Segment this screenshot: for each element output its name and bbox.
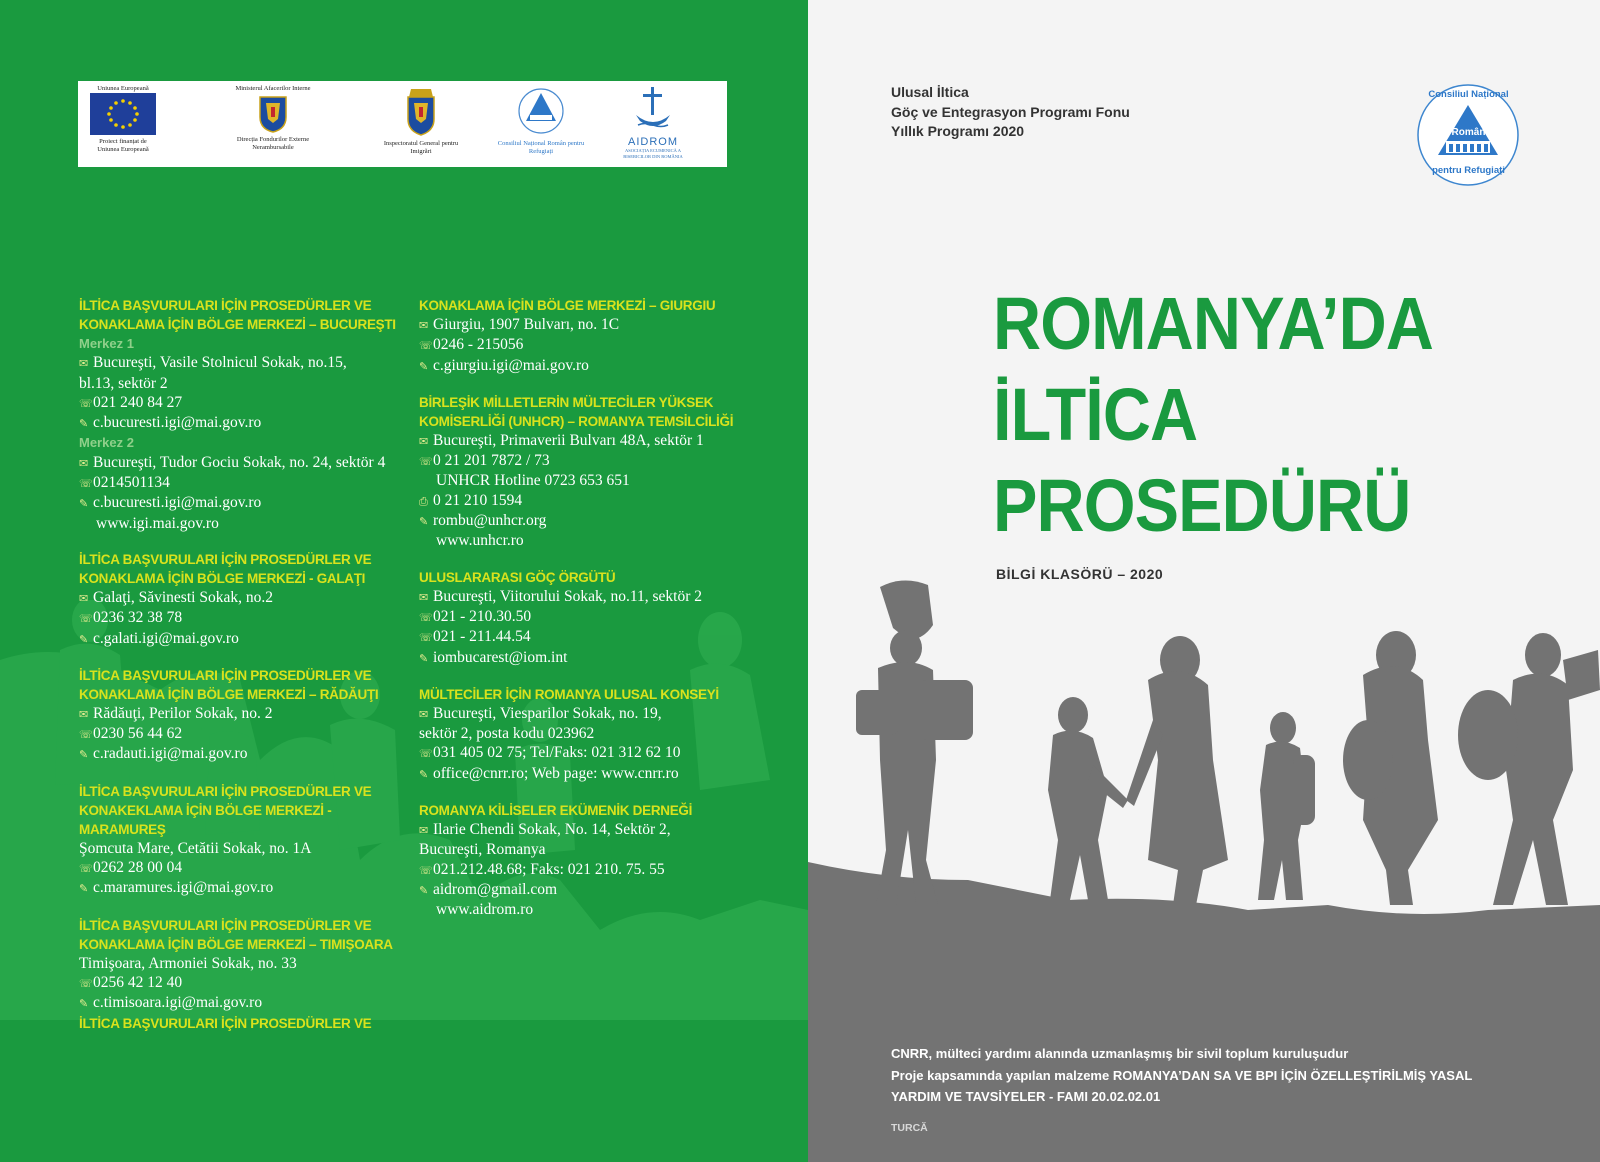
section-heading: KONAKLAMA İÇİN BÖLGE MERKEZİ – BUCUREŞTI — [79, 317, 396, 332]
email-icon: ✎ — [419, 359, 429, 373]
title-line: PROSEDÜRÜ — [993, 464, 1411, 547]
address-text: Şomcuta Mare, Cetătii Sokak, no. 1A — [79, 839, 312, 857]
front-cover-panel — [808, 0, 1600, 1162]
phone-icon: ☏ — [419, 747, 433, 761]
email-text[interactable]: iombucarest@iom.int — [433, 648, 568, 666]
cnrr-logo-top-text: Consiliul Național — [1428, 89, 1509, 100]
section-heading: ULUSLARARASI GÖÇ ÖRGÜTÜ — [419, 569, 616, 585]
section-heading: İLTİCA BAŞVURULARI İÇİN PROSEDÜRLER VE — [79, 551, 372, 567]
envelope-icon: ✉ — [419, 319, 429, 332]
page-title — [993, 278, 1433, 551]
phone-line — [419, 860, 749, 880]
phone-icon: ☏ — [419, 610, 433, 624]
address-text: Timişoara, Armoniei Sokak, no. 33 — [79, 954, 297, 972]
mai-logo-caption: Direcția Fondurilor Externe Nerambursabile — [236, 136, 310, 151]
website-link[interactable]: www.igi.mai.gov.ro — [96, 514, 219, 532]
phone-icon: ☏ — [79, 976, 93, 990]
email-icon: ✎ — [79, 632, 89, 646]
eu-logo-title: Uniunea Europeană — [97, 85, 149, 92]
aidrom-logo-name: AIDROM — [628, 136, 678, 148]
email-line[interactable] — [79, 629, 399, 649]
fax-icon: ⎙ — [419, 494, 428, 508]
phone-icon: ☏ — [79, 477, 93, 491]
phone-line — [419, 335, 749, 355]
address-text: Bucureşti, Viitorului Sokak, no.11, sektör 2 — [433, 587, 703, 605]
phone-line — [79, 393, 399, 413]
center-label: Merkez 1 — [79, 336, 134, 351]
phone-text: 0214501134 — [93, 474, 170, 492]
address-line — [79, 353, 399, 373]
phone-line — [419, 607, 749, 627]
phone-text: 021.212.48.68; Faks: 021 210. 75. 55 — [433, 860, 665, 878]
program-line: Yıllık Programı 2020 — [891, 123, 1025, 139]
title-line: İLTİCA — [993, 373, 1198, 456]
email-line[interactable] — [79, 993, 399, 1013]
email-text[interactable]: office@cnrr.ro; Web page: www.cnrr.ro — [433, 764, 679, 782]
phone-icon: ☏ — [79, 396, 93, 410]
email-text[interactable]: c.galati.igi@mai.gov.ro — [93, 629, 239, 647]
envelope-icon: ✉ — [79, 456, 89, 470]
email-line[interactable] — [79, 413, 399, 433]
phone-line — [419, 743, 749, 763]
phone-line — [419, 627, 749, 647]
igi-crest-icon — [405, 85, 437, 137]
envelope-icon: ✉ — [419, 434, 429, 448]
section-heading: KONAKLAMA İÇİN BÖLGE MERKEZİ – TIMIŞOARA — [79, 936, 393, 952]
address-line — [419, 587, 749, 607]
email-icon: ✎ — [79, 997, 89, 1011]
eu-logo — [88, 85, 158, 154]
cnrr-triangle-icon — [518, 85, 564, 137]
address-text: Bucureşti, Primaverii Bulvarı 48A, sektör 1 — [433, 431, 704, 449]
program-line: Göç ve Entegrasyon Programı Fonu — [891, 103, 1130, 120]
phone-line — [79, 724, 399, 744]
email-text[interactable]: aidrom@gmail.com — [433, 880, 558, 898]
igi-logo-caption: Inspectoratul General pentru Imigrări — [383, 140, 459, 155]
phone-line — [79, 608, 399, 628]
section-heading: KONAKLAMA İÇİN BÖLGE MERKEZİ – RĂDĂUŢI — [79, 686, 379, 702]
section-heading: KONAKEKLAMA İÇİN BÖLGE MERKEZİ - MARAMUREŞ — [79, 802, 332, 837]
cnrr-logo — [1416, 83, 1521, 188]
email-line[interactable] — [419, 356, 749, 376]
email-line[interactable] — [419, 764, 749, 784]
envelope-icon: ✉ — [79, 357, 89, 371]
address-text: Galaţi, Săvinesti Sokak, no.2 — [93, 588, 273, 606]
section-heading: KOMİSERLİĞİ (UNHCR) – ROMANYA TEMSİLCİLİĞİ — [419, 413, 734, 429]
address-line — [419, 315, 749, 335]
aidrom-logo-subtitle: ASOCIAȚIA ECUMENICĂ A BISERICILOR DIN ROMÂNIA — [623, 148, 683, 159]
program-line: Ulusal İltica — [891, 84, 969, 100]
phone-icon: ☏ — [79, 612, 93, 626]
email-line[interactable] — [419, 880, 749, 900]
address-text: Bucureşti, Vasile Stolnicul Sokak, no.15, — [93, 354, 347, 372]
address-text: Bucureşti, Romanya — [419, 841, 546, 859]
phone-text: 031 405 02 75; Tel/Faks: 021 312 62 10 — [433, 744, 681, 762]
cnrr-logo-mid-text: Român — [1451, 127, 1486, 138]
envelope-icon: ✉ — [79, 707, 89, 721]
phone-line — [419, 451, 749, 471]
address-text: Bucureşti, Viesparilor Sokak, no. 19, — [433, 704, 662, 722]
phone-text: 021 240 84 27 — [93, 393, 183, 411]
section-heading: MÜLTECİLER İÇİN ROMANYA ULUSAL KONSEYİ — [419, 686, 719, 702]
eu-flag-icon — [90, 93, 156, 135]
section-heading: KONAKLAMA İÇİN BÖLGE MERKEZİ - GALAŢI — [79, 570, 366, 586]
email-icon: ✎ — [79, 417, 89, 431]
email-text[interactable]: c.timisoara.igi@mai.gov.ro — [93, 994, 263, 1012]
page-subtitle: BİLGİ KLASÖRÜ – 2020 — [996, 566, 1164, 582]
address-line — [419, 431, 749, 451]
email-line[interactable] — [419, 511, 749, 531]
website-link[interactable]: www.aidrom.ro — [436, 901, 534, 919]
aidrom-logo — [618, 85, 688, 160]
email-text[interactable]: c.giurgiu.igi@mai.gov.ro — [433, 356, 589, 374]
address-line — [419, 704, 749, 724]
email-icon: ✎ — [419, 651, 429, 665]
footer-line: CNRR, mülteci yardımı alanında uzmanlaşmış bir sivil toplum kuruluşudur — [891, 1046, 1349, 1061]
romania-coat-of-arms-icon — [258, 93, 288, 133]
footer-line: Proje kapsamında yapılan malzeme ROMANYA’DAN SA VE BPI İÇİN ÖZELLEŞTİRİLMİŞ YASAL — [891, 1067, 1473, 1083]
program-info — [891, 83, 1130, 142]
phone-icon: ☏ — [419, 863, 433, 877]
section-heading: İLTİCA BAŞVURULARI İÇİN PROSEDÜRLER VE — [79, 783, 372, 799]
email-text[interactable]: rombu@unhcr.org — [433, 512, 547, 530]
email-icon: ✎ — [419, 767, 429, 781]
email-line[interactable] — [79, 493, 399, 513]
email-text[interactable]: c.radauti.igi@mai.gov.ro — [93, 745, 248, 763]
address-text: sektör 2, posta kodu 023962 — [419, 725, 595, 743]
email-text[interactable]: c.maramures.igi@mai.gov.ro — [93, 879, 274, 897]
address-text: Ilarie Chendi Sokak, No. 14, Sektör 2, — [433, 821, 671, 839]
phone-text: 0236 32 38 78 — [93, 609, 183, 627]
address-text: bl.13, sektör 2 — [79, 374, 168, 392]
envelope-icon: ✉ — [419, 824, 429, 838]
email-line[interactable] — [419, 648, 749, 668]
phone-text: 0262 28 00 04 — [93, 859, 183, 877]
phone-line — [79, 858, 399, 878]
address-text: Bucureşti, Tudor Gociu Sokak, no. 24, sektör 4 — [93, 453, 386, 471]
phone-text: 021 - 210.30.50 — [433, 607, 532, 625]
address-line — [79, 704, 399, 724]
contacts-column-1 — [79, 296, 399, 1033]
email-icon: ✎ — [79, 882, 89, 896]
envelope-icon: ✉ — [419, 590, 429, 604]
phone-line — [79, 973, 399, 993]
cnrr-small-logo-caption: Consiliul Național Român pentru Refugiați — [497, 140, 585, 155]
aidrom-cross-boat-icon — [633, 85, 673, 133]
email-text[interactable]: c.bucuresti.igi@mai.gov.ro — [93, 414, 262, 432]
phone-icon: ☏ — [79, 862, 93, 876]
phone-text: 0230 56 44 62 — [93, 725, 183, 743]
section-heading: BİRLEŞİK MİLLETLERİN MÜLTECİLER YÜKSEK — [419, 394, 714, 410]
language-label: TURCĂ — [891, 1122, 928, 1134]
email-line[interactable] — [79, 878, 399, 898]
cover-footer-text — [891, 1043, 1472, 1108]
title-line: ROMANYA’DA — [993, 282, 1434, 365]
mai-logo — [223, 85, 323, 152]
cnrr-logo-bottom-text: pentru Refugiați — [1432, 165, 1505, 176]
email-icon: ✎ — [419, 515, 429, 529]
address-line — [419, 820, 749, 840]
phone-text: 0 21 201 7872 / 73 — [433, 452, 550, 470]
email-text[interactable]: c.bucuresti.igi@mai.gov.ro — [93, 494, 262, 512]
center-label: Merkez 2 — [79, 435, 134, 451]
address-line — [79, 453, 399, 473]
email-icon: ✎ — [79, 497, 89, 511]
hotline-text: UNHCR Hotline 0723 653 651 — [436, 472, 630, 490]
section-heading: İLTİCA BAŞVURULARI İÇİN PROSEDÜRLER VE — [79, 667, 372, 683]
cnrr-small-logo — [496, 85, 586, 156]
address-text: Rădăuţi, Perilor Sokak, no. 2 — [93, 704, 273, 722]
mai-logo-title: Ministerul Afacerilor Interne — [235, 85, 311, 92]
sponsor-logo-strip — [78, 81, 727, 167]
eu-logo-caption: Proiect finanțat de Uniunea Europeană — [97, 138, 149, 153]
phone-text: 0246 - 215056 — [433, 336, 524, 354]
phone-icon: ☏ — [419, 631, 433, 645]
email-icon: ✎ — [79, 748, 89, 762]
section-heading: ROMANYA KİLİSELER EKÜMENİK DERNEĞİ — [419, 803, 693, 819]
section-heading: İLTİCA BAŞVURULARI İÇİN PROSEDÜRLER VE — [79, 1015, 372, 1031]
phone-line — [79, 473, 399, 493]
phone-icon: ☏ — [79, 728, 93, 742]
footer-line: YARDIM VE TAVSİYELER - FAMI 20.02.02.01 — [891, 1089, 1161, 1104]
envelope-icon: ✉ — [79, 591, 89, 605]
phone-icon: ☏ — [419, 339, 433, 353]
address-line — [79, 588, 399, 608]
address-text: Giurgiu, 1907 Bulvarı, no. 1C — [433, 316, 620, 333]
envelope-icon: ✉ — [419, 707, 429, 721]
fax-text: 0 21 210 1594 — [433, 491, 523, 509]
section-heading: KONAKLAMA İÇİN BÖLGE MERKEZİ – GIURGIU — [419, 298, 716, 313]
phone-text: 021 - 211.44.54 — [433, 628, 531, 646]
section-heading: İLTİCA BAŞVURULARI İÇİN PROSEDÜRLER VE — [79, 917, 372, 933]
igi-logo — [383, 85, 459, 156]
contacts-column-2 — [419, 296, 749, 920]
phone-text: 0256 42 12 40 — [93, 973, 183, 991]
email-line[interactable] — [79, 744, 399, 764]
fax-line — [419, 491, 749, 511]
email-icon: ✎ — [419, 883, 429, 897]
phone-icon: ☏ — [419, 455, 433, 469]
website-link[interactable]: www.unhcr.ro — [436, 532, 524, 550]
section-heading: İLTİCA BAŞVURULARI İÇİN PROSEDÜRLER VE — [79, 298, 372, 313]
